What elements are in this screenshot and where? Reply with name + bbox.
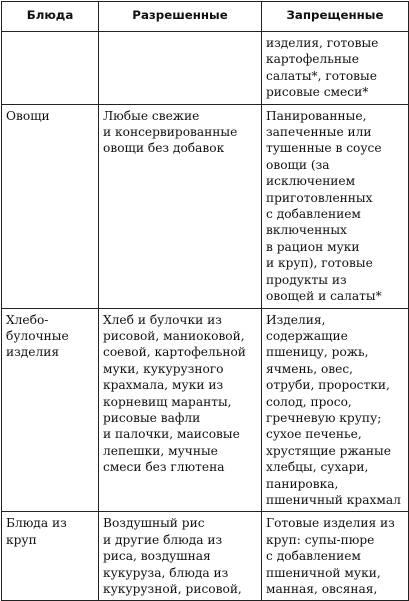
dish-cell — [2, 512, 99, 601]
cell-line: лепешки, мучные — [103, 443, 218, 458]
cell-line: Любые свежие — [103, 108, 200, 123]
cell-line: риса, воздушная — [103, 549, 211, 564]
table-row — [2, 308, 409, 512]
cell-line: овощи без добавок — [103, 141, 225, 156]
table-header — [2, 2, 409, 32]
cell-line: Блюда из — [6, 516, 67, 531]
cell-line: с добавлением — [266, 207, 361, 222]
cell-line: содержащие — [266, 328, 348, 343]
cell-line: и консервированные — [103, 125, 238, 140]
cell-line: исключением — [266, 174, 356, 189]
cell-line: в рацион муки — [266, 239, 360, 254]
cell-line: картофельные — [266, 52, 359, 67]
cell-line: хлебцы, сухари, — [266, 460, 369, 475]
cell-line: рисовые смеси* — [266, 85, 369, 100]
cell-line: Готовые изделия из — [266, 516, 395, 531]
cell-line: манная, овсяная, — [266, 582, 378, 596]
cell-line: Изделия, — [266, 312, 326, 327]
cell-line: гречневую крупу; — [266, 410, 382, 425]
cell-line: пшеницу, рожь, — [266, 345, 369, 360]
header-dishes: Блюда — [2, 2, 99, 32]
cell-line: круп: супы-пюре — [266, 532, 375, 547]
cell-line: включенных — [266, 223, 347, 238]
forbidden-cell — [262, 308, 409, 512]
cell-line: рисовые вафли — [103, 410, 201, 425]
forbidden-cell — [262, 512, 409, 601]
cell-line: сухое печенье, — [266, 427, 362, 442]
cell-line: рисовой, маниоковой, — [103, 328, 245, 343]
table-row — [2, 512, 409, 601]
allowed-cell — [99, 32, 262, 105]
cell-line: солод, просо, — [266, 394, 352, 409]
cell-line: кукуруза, блюда из — [103, 565, 229, 580]
cell-line: смеси без глютена — [103, 460, 225, 475]
cell-line: корневищ маранты, — [103, 394, 232, 409]
cell-line: Хлебо- — [6, 312, 49, 327]
forbidden-cell — [262, 104, 409, 308]
table-row — [2, 32, 409, 105]
cell-line: запеченные или — [266, 125, 372, 140]
dish-cell — [2, 104, 99, 308]
cell-line: Овощи — [6, 108, 50, 123]
dish-cell — [2, 308, 99, 512]
header-forbidden: Запрещенные — [262, 2, 409, 32]
cell-line: и другие блюда из — [103, 532, 223, 547]
allowed-cell — [99, 308, 262, 512]
cell-line: овощи (за — [266, 157, 330, 172]
cell-line: изделия, готовые — [266, 36, 379, 50]
cell-line: булочные — [6, 328, 69, 343]
cell-line: приготовленных — [266, 190, 373, 205]
cell-line: салаты*, готовые — [266, 68, 377, 83]
cell-line: с добавлением — [266, 549, 361, 564]
cell-line: кукурузной, рисовой, — [103, 582, 242, 596]
cell-line: Воздушный рис — [103, 516, 205, 531]
cell-line: и палочки, маисовые — [103, 427, 240, 442]
cell-line: круп — [6, 532, 37, 547]
allowed-cell — [99, 104, 262, 308]
cell-line: изделия — [6, 345, 60, 360]
cell-line: и круп), готовые — [266, 256, 373, 271]
cell-line: продукты из — [266, 272, 347, 287]
cell-line: тушенные в соусе — [266, 141, 382, 156]
allowed-cell — [99, 512, 262, 601]
dish-cell — [2, 32, 99, 105]
cell-line: ячмень, овес, — [266, 361, 354, 376]
table-body — [2, 32, 409, 601]
cell-line: панировка, — [266, 476, 339, 491]
cell-line: Панированные, — [266, 108, 367, 123]
header-row — [2, 2, 409, 32]
header-allowed: Разрешенные — [99, 2, 262, 32]
cell-line: отруби, проростки, — [266, 378, 390, 393]
cell-line: овощей и салаты* — [266, 289, 382, 304]
cell-line: пшеничный крахмал — [266, 492, 401, 507]
table-row — [2, 104, 409, 308]
cell-line: соевой, картофельной — [103, 345, 246, 360]
cell-line: Хлеб и булочки из — [103, 312, 222, 327]
cell-line: пшеничной муки, — [266, 565, 381, 580]
cell-line: крахмала, муки из — [103, 378, 224, 393]
cell-line: муки, кукурузного — [103, 361, 224, 376]
diet-table — [1, 1, 409, 601]
cell-line: хрустящие ржаные — [266, 443, 391, 458]
forbidden-cell — [262, 32, 409, 105]
